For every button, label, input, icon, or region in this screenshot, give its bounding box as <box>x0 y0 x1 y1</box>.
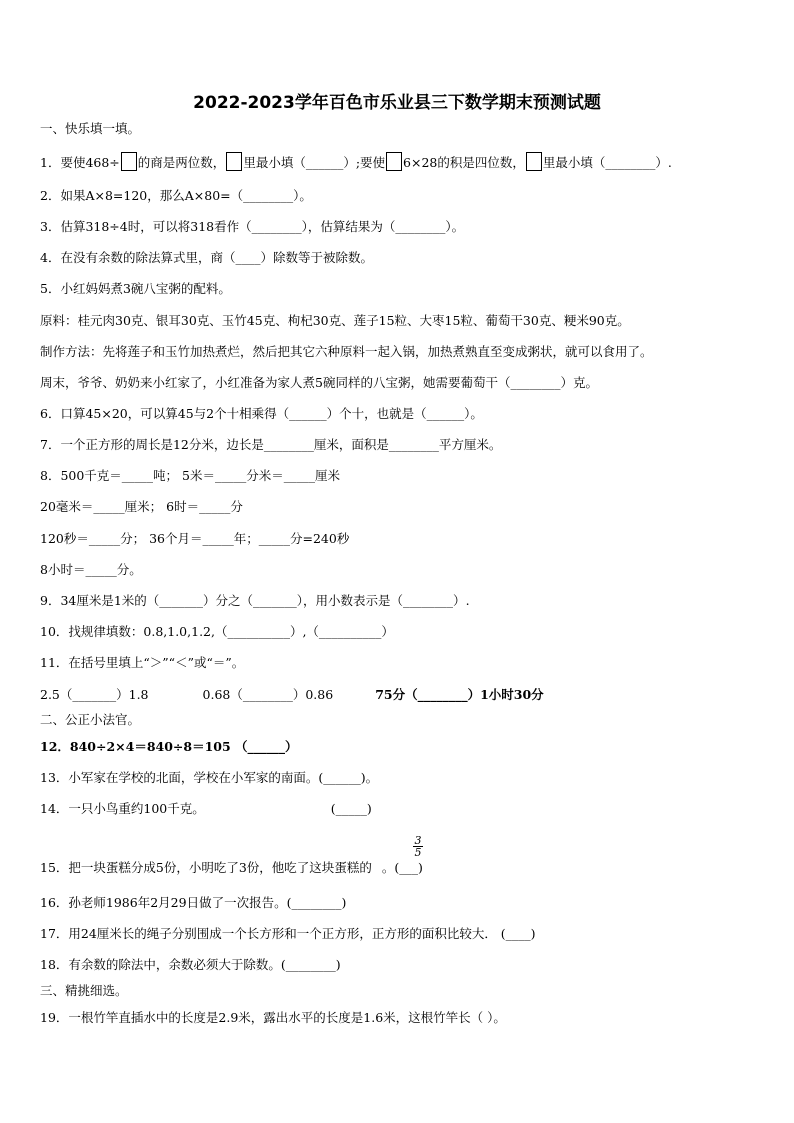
question-12: 12．840÷2×4＝840÷8＝105 （______） <box>40 739 298 754</box>
question-16: 16．孙老师1986年2月29日做了一次报告。(________) <box>40 895 347 910</box>
question-15 <box>40 860 423 876</box>
question-2: 2．如果A×8=120，那么A×80=（________）。 <box>40 188 312 203</box>
section-heading-1: 一、快乐填一填。 <box>40 121 141 136</box>
question-8-line-1: 8．500千克＝_____吨； 5米＝_____分米＝_____厘米 <box>40 468 340 483</box>
fraction-numerator: 3 <box>414 834 422 847</box>
blank-box <box>121 152 137 171</box>
q15-text-b: 。(___) <box>381 860 423 875</box>
q14-text: 14．一只小鸟重约100千克。 <box>40 801 205 816</box>
q1-text-a: 1．要使468÷ <box>40 155 120 170</box>
question-11-stem: 11．在括号里填上“＞”“＜”或“＝”。 <box>40 655 245 670</box>
question-13: 13．小军家在学校的北面，学校在小军家的南面。(______)。 <box>40 770 379 785</box>
question-5-intro: 5．小红妈妈煮3碗八宝粥的配料。 <box>40 281 231 296</box>
blank-box <box>226 152 242 171</box>
question-8-line-2: 20毫米＝_____厘米； 6时＝_____分 <box>40 499 243 514</box>
question-10: 10．找规律填数：0.8,1.0,1.2,（__________）,（__________） <box>40 624 394 639</box>
section-heading-3: 三、精挑细选。 <box>40 983 128 998</box>
section-heading-2: 二、公正小法官。 <box>40 712 141 727</box>
q15-text-a: 15．把一块蛋糕分成5份，小明吃了3份，他吃了这块蛋糕的 <box>40 860 372 875</box>
question-3: 3．估算318÷4时，可以将318看作（________），估算结果为（________）。 <box>40 219 465 234</box>
q1-text-d: 6×28的积是四位数， <box>403 155 525 170</box>
question-5-method: 制作方法：先将莲子和玉竹加热煮烂，然后把其它六种原料一起入锅，加热煮熟直至变成粥状，就可以食用了。 <box>40 344 653 359</box>
question-6: 6．口算45×20，可以算45与2个十相乘得（______）个十，也就是（______）。 <box>40 406 483 421</box>
question-4: 4．在没有余数的除法算式里，商（____）除数等于被除数。 <box>40 250 373 265</box>
q1-text-e: 里最小填（________）. <box>542 155 672 170</box>
question-18: 18．有余数的除法中，余数必须大于除数。(________) <box>40 957 341 972</box>
q14-blank: (_____) <box>330 801 372 816</box>
blank-box <box>526 152 542 171</box>
fraction-three-fifths <box>413 835 423 858</box>
q1-text-c: 里最小填（______）;要使 <box>243 155 386 170</box>
question-19: 19．一根竹竿直插水中的长度是2.9米，露出水平的长度是1.6米，这根竹竿长（ ）。 <box>40 1010 506 1025</box>
question-11-comparisons <box>40 687 544 703</box>
question-5-ingredients: 原料：桂元肉30克、银耳30克、玉竹45克、枸杞30克、莲子15粒、大枣15粒、葡萄干30克、粳米90克。 <box>40 313 630 328</box>
question-9: 9．34厘米是1米的（_______）分之（_______），用小数表示是（________）. <box>40 593 470 608</box>
question-1 <box>40 152 672 171</box>
page-title: 2022-2023学年百色市乐业县三下数学期末预测试题 <box>193 93 601 113</box>
comparison-1: 2.5（_______）1.8 <box>40 687 149 702</box>
comparison-3: 75分（________）1小时30分 <box>375 687 544 702</box>
question-8-line-4: 8小时＝_____分。 <box>40 562 142 577</box>
q1-text-b: 的商是两位数， <box>137 155 226 170</box>
question-17: 17．用24厘米长的绳子分别围成一个长方形和一个正方形，正方形的面积比较大． (____) <box>40 926 536 941</box>
question-14 <box>40 801 372 817</box>
comparison-2: 0.68（________）0.86 <box>202 687 334 702</box>
fraction-denominator: 5 <box>414 846 422 859</box>
blank-box <box>386 152 402 171</box>
question-8-line-3: 120秒＝_____分； 36个月＝_____年；_____分=240秒 <box>40 531 350 546</box>
question-7: 7．一个正方形的周长是12分米，边长是________厘米，面积是________平方厘米。 <box>40 437 502 452</box>
question-5-question: 周末，爷爷、奶奶来小红家了，小红准备为家人煮5碗同样的八宝粥，她需要葡萄干（________）克。 <box>40 375 598 390</box>
